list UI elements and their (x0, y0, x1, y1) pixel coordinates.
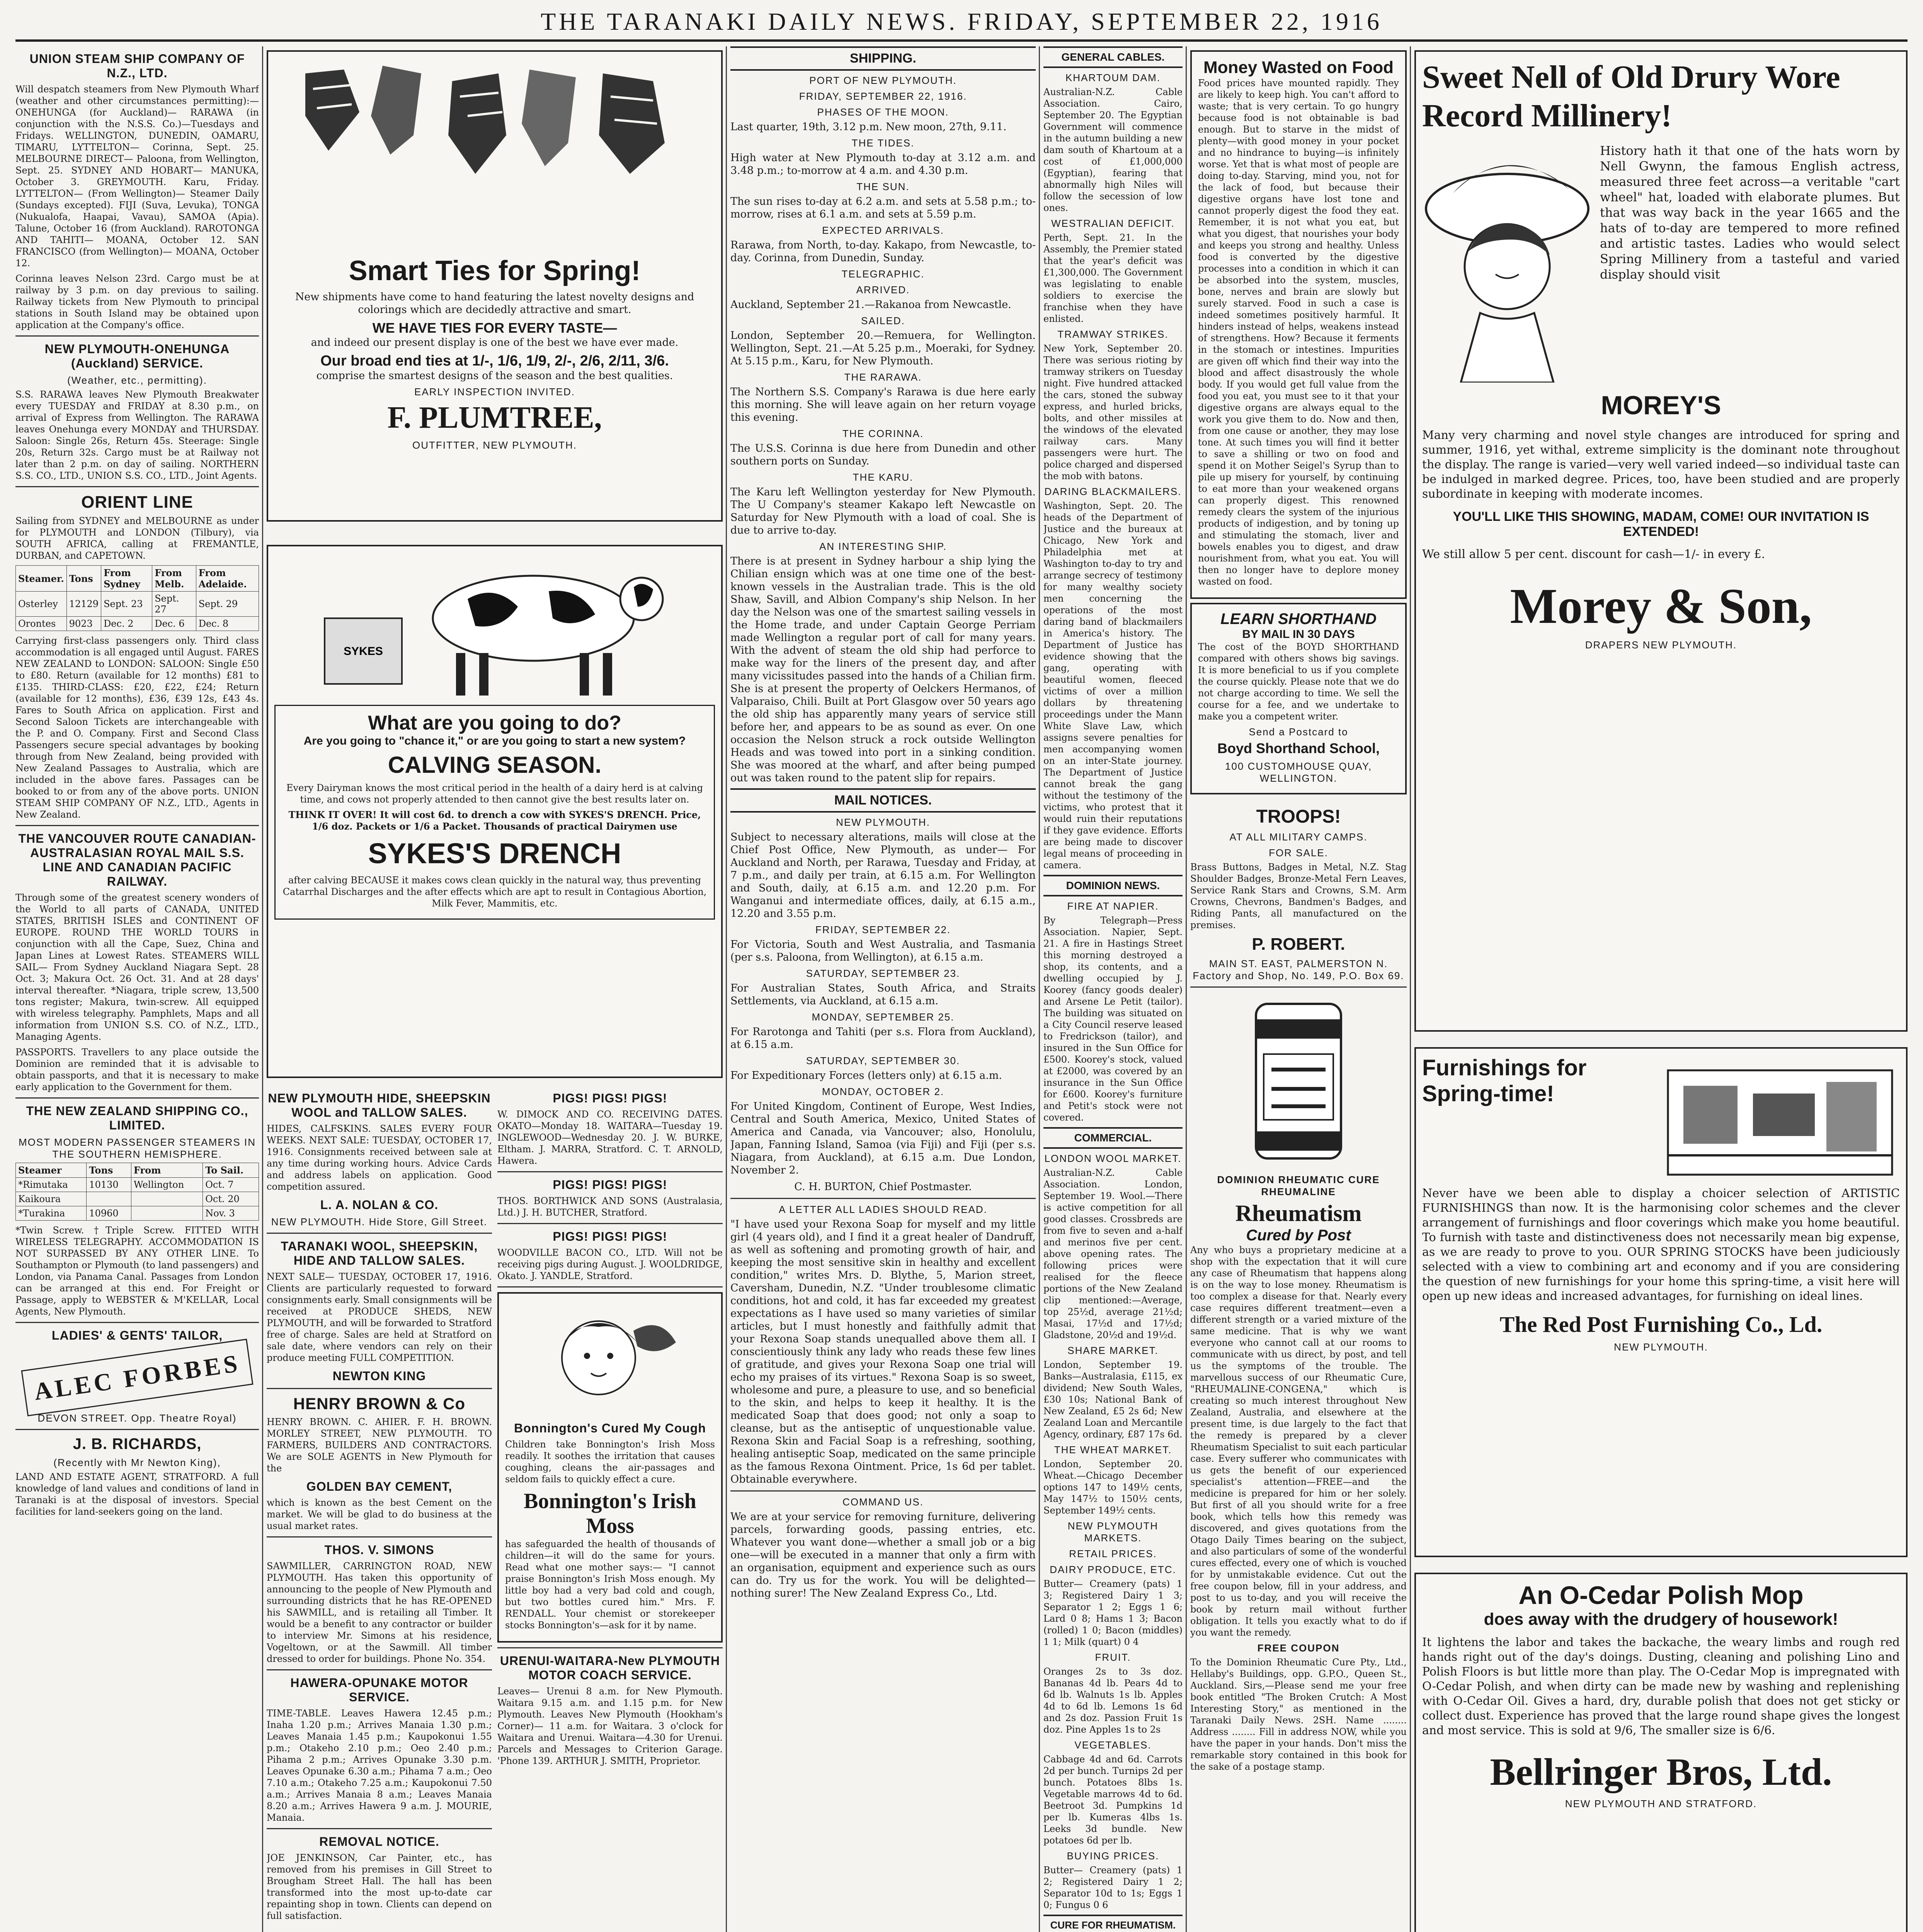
shorthand-school: Boyd Shorthand School, (1217, 740, 1380, 756)
th: From Adelaide. (196, 566, 259, 592)
hide-addr: NEW PLYMOUTH. Hide Store, Gill Street. (271, 1216, 488, 1228)
mail-sign: C. H. BURTON, Chief Postmaster. (794, 1181, 972, 1193)
divider (497, 1647, 723, 1648)
troops-sub: AT ALL MILITARY CAMPS. (1229, 831, 1368, 843)
girl-illustration (521, 1300, 699, 1416)
shorthand-title: LEARN SHORTHAND (1220, 611, 1377, 628)
orient-text: Sailing from SYDNEY and MELBOURNE as under for PLYMOUTH and LONDON (Tilbury), via SOUTH AFRICA, calling at FREMANTLE, DURBAN, and CAPETOWN. (15, 515, 259, 561)
shorthand-text: The cost of the BOYD SHORTHAND compared with others shows big savings. It is more beneficial to us if you complete the course quickly. Please note that we do not charge according to time. We sell the course for a fee, and we undertake to make you a competent writer. (1198, 641, 1399, 722)
ocedar-title: An O-Cedar Polish Mop (1518, 1581, 1804, 1609)
divider (15, 335, 259, 337)
coupon-text: To the Dominion Rheumatic Cure Pty., Ltd., Hellaby's Buildings, opp. G.P.O., Queen St., Auckland. Sirs,—Please send me your free book entitled "The Broken Crutch: A Most Interesting Story," as mentioned in the Taranaki Daily News. 2SH. Name ........ Address ........ Fill in address NOW, while you have the paper in your hands. Don't miss the remarkable story contained in this book for the sake of a postage stamp. (1190, 1657, 1407, 1772)
moon-title: PHASES OF THE MOON. (817, 106, 949, 118)
orient-fares: Carrying first-class passengers only. Third class accommodation is all engaged until August. FARES NEW ZEALAND to LONDON: SALOON: Single £50 to £80. Return (available for 12 months) £81 to £135. THIRD-CLASS: £20, £22, £24; Return (available for 12 months), £36, £39 12s, £43 4s. Fares to South Africa on application. First and Second Saloon Tickets are interchangeable with the P. and O. Company. First and Second Class Passengers secure special advantages by booking through from New Zealand, being provided with New Zealand Passages to Australia, which are included in the above fares. Passages can be booked to or from any of the above ports. UNION STEAM SHIP COMPANY OF N.Z., LTD., Agents in New Zealand. (15, 635, 259, 820)
pigs-title: PIGS! PIGS! PIGS! (553, 1091, 667, 1105)
table-row (16, 617, 259, 631)
cell: Sept. 27 (152, 592, 196, 617)
ties-prices: Our broad end ties at 1/-, 1/6, 1/9, 2/-, 2/6, 2/11, 3/6. (320, 353, 669, 369)
wool-title: TARANAKI WOOL, SHEEPSKIN, HIDE AND TALLOW SALES. (281, 1239, 478, 1267)
ties-title: Smart Ties for Spring! (349, 255, 641, 286)
robert-title: P. ROBERT. (1252, 935, 1345, 954)
command-text: We are at your service for removing furniture, delivering parcels, forwarding goods, passing entries, etc. Whatever you want done—whether a small job or a big one—will be executed in a manner that only a firm with an organisation, equipment and experience such as ours can do. Try us for the work. You will be delighted—nothing surer! The New Zealand Express Co., Ltd. (730, 1511, 1036, 1599)
robert-addr: MAIN ST. EAST, PALMERSTON N. Factory and Shop, No. 149, P.O. Box 69. (1193, 958, 1404, 981)
table-row (16, 592, 259, 617)
divider (15, 825, 259, 826)
moon-text: Last quarter, 19th, 3.12 p.m. New moon, 27th, 9.11. (730, 121, 1007, 133)
wool-market-text: Australian-N.Z. Cable Association. London, September 19. Wool.—There is active competition for all good classes. Crossbreds are from five to seven and a-half and merinos five per cent. above opening rates. The following prices were realised for the fleece portions of the New Zealand clip mentioned:—Average, top 25½d, average 21½d; Masai, 17½d and 17½d; Gladstone, 20½d and 19½d. (1043, 1167, 1183, 1340)
mail-oct-text: For United Kingdom, Continent of Europe, West Indies, Central and South America, Mexico, United States of America and Canada, via Vancouver; also, Honolulu, Japan, Fanning Island, Samoa (via Fiji) and Fiji (per s.s. Niagara, from Auckland), at 6.15 a.m. Due London, November 2. (730, 1100, 1036, 1176)
furnishing-ad (1414, 1047, 1908, 1557)
bellringer-sub: NEW PLYMOUTH AND STRATFORD. (1565, 1798, 1757, 1810)
wheat-title: THE WHEAT MARKET. (1054, 1444, 1172, 1456)
expected-title: EXPECTED ARRIVALS. (822, 224, 944, 236)
sailed-title: SAILED. (861, 315, 905, 327)
black-title: DARING BLACKMAILERS. (1044, 486, 1182, 497)
mail-sat: SATURDAY, SEPTEMBER 23. (806, 968, 960, 979)
lower-ads (267, 1086, 723, 1925)
sailed-text: London, September 20.—Remuera, for Wellington. Wellington, Sept. 21.—At 5.25 p.m., Moeraki, for Sydney. At 5.15 p.m., Karu, for New Plymouth. (730, 330, 1036, 367)
column-rule (1410, 46, 1411, 1932)
onehunga-title: NEW PLYMOUTH-ONEHUNGA (Auckland) SERVICE. (44, 342, 230, 370)
hide-text: HIDES, CALFSKINS. SALES EVERY FOUR WEEKS. NEXT SALE: TUESDAY, OCTOBER 17, 1916. Consignments received between sale at any time during working hours. Advice Cards and address labels on application. Good competition assured. (267, 1123, 492, 1192)
food-text: Food prices have mounted rapidly. They are likely to keep high. You can't afford to waste; that is very certain. To go hungry because food is not obtainable is bad enough. But to starve in the midst of plenty—with good money in your pocket and no hindrance to buying—is infinitely worse. Yet that is what most of people are doing to-day. Starving, mind you, not for the lack of food, but because their digestive organs have lost tone and cannot properly digest the food they eat. Remember, it is not what you eat, but what you digest, that nourishes your body and keeps you strong and healthy. Unless food is converted by the digestive processes into a condition in which it can be absorbed into the system, muscles, bone, nerves and brain are slowly but surely starved. Food in such a case is indeed sometimes positively harmful. It hinders instead of helps, weakens instead of strengthens. How? Because it ferments in the stomach or intestines. Impurities are given off which find their way into the blood and affect disastrously the whole body. If you would get full value from the food you eat, you must see to it that your digestive organs are always equal to the work you give them to do. Now and then, from one cause or another, they may lose tone. At such times you will find it better to save a shilling or two on food and spend it on Mother Seigel's Syrup than to pile up misery for yourself, by continuing to eat more than your weakened organs can properly digest. This renowned remedy clears the system of the injurious products of indigestion, and by toning up and stimulating the stomach, liver and bowels enables you to digest, and draw nourishment from, what you eat. You will then no longer have to deplore money wasted on food. (1198, 78, 1399, 587)
cell (87, 1192, 131, 1206)
command-title: COMMAND US. (842, 1496, 924, 1508)
pigs-title: PIGS! PIGS! PIGS! (553, 1178, 667, 1192)
cell: Sept. 23 (101, 592, 152, 617)
svg-text:SYKES: SYKES (344, 645, 383, 658)
ladies-title: A LETTER ALL LADIES SHOULD READ. (779, 1204, 987, 1215)
divider (730, 1198, 1036, 1199)
sykes-brand: SYKES'S DRENCH (368, 837, 621, 869)
sykes-season: CALVING SEASON. (388, 752, 602, 778)
divider (497, 1286, 723, 1287)
mail-head: MAIL NOTICES. (730, 788, 1036, 813)
cell: Dec. 6 (152, 617, 196, 631)
table-row (16, 1178, 259, 1192)
column-shipping-ads (15, 46, 259, 1932)
buying-title: BUYING PRICES. (1067, 1850, 1159, 1862)
sykes-think: THINK IT OVER! It will cost 6d. to drench a cow with SYKES'S DRENCH. Price, 1/6 doz. Packets or 1/6 a Packet. Thousands of practical Dairymen use (288, 809, 701, 832)
simons-title: THOS. V. SIMONS (324, 1543, 434, 1557)
tailor-addr: DEVON STREET. Opp. Theatre Royal) (37, 1412, 237, 1424)
lady-hat-illustration (1422, 143, 1592, 383)
tides-text: High water at New Plymouth to-day at 3.12 a.m. and 3.48 p.m.; to-morrow at 4 a.m. and 4.30 p.m. (730, 152, 1036, 177)
morey-son: Morey & Son, (1510, 578, 1812, 634)
nell-discount: We still allow 5 per cent. discount for cash—1/- in every £. (1422, 548, 1765, 561)
moreys: MOREY'S (1601, 391, 1721, 420)
share-text: London, September 19. Banks—Australasia, £115, ex dividend; New South Wales, £30 10s; National Bank of New Zealand, £5 2s 6d; New Zealand Loan and Mercantile Agency, ordinary, £87 17s 6d. (1043, 1359, 1183, 1440)
wa-title: WESTRALIAN DEFICIT. (1051, 218, 1175, 229)
food-ad (1190, 50, 1407, 599)
tram-title: TRAMWAY STRIKES. (1057, 328, 1169, 340)
moss-text: Children take Bonnington's Irish Moss readily. It soothes the irritation that causes coughing, cleans the air-passages and seldom fails to quickly effect a cure. (505, 1439, 715, 1485)
coupon-title: FREE COUPON (1257, 1642, 1340, 1654)
karu-title: THE KARU. (853, 471, 914, 483)
column-rule (1186, 46, 1187, 1932)
cell: Dec. 8 (196, 617, 259, 631)
shipping-head: SHIPPING. (730, 46, 1036, 71)
column-shipping-news (730, 46, 1036, 1932)
table-row (16, 1192, 259, 1206)
moss-title: Bonnington's Cured My Cough (514, 1421, 706, 1435)
table-row (16, 1206, 259, 1221)
cell: Oct. 20 (203, 1192, 259, 1206)
richards-sub: (Recently with Mr Newton King), (53, 1457, 221, 1468)
cell: 12129 (66, 592, 101, 617)
nell-like: YOU'LL LIKE THIS SHOWING, MADAM, COME! OUR INVITATION IS EXTENDED! (1453, 509, 1869, 539)
arrived-text: Auckland, September 21.—Rakanoa from Newcastle. (730, 299, 1011, 311)
port-title: PORT OF NEW PLYMOUTH. (809, 75, 957, 86)
cell: Nov. 3 (203, 1206, 259, 1221)
tailor-stamp (21, 1339, 254, 1417)
wa-text: Perth, Sept. 21. In the Assembly, the Premier stated that the year's deficit was £1,300,000. The Government was legislating to enable soldiers to exercise the franchise when they have enlisted. (1043, 232, 1183, 324)
hide-firm: L. A. NOLAN & CO. (320, 1198, 439, 1212)
divider (497, 1223, 723, 1224)
ladies-text: "I have used your Rexona Soap for myself and my little girl (4 years old), and I find it a great healer of Dandruff, as well as softening and promoting growth of hair, and keeping the most sensitive skin in healthy and excellent condition," writes Mrs. D. Blythe, 5, Marion street, Caversham, Dunedin, N.Z. "Under troublesome climatic conditions, hot and cold, it has far exceeded my greatest expectations as I have used so many varieties of similar articles, but I must honestly and faithfully admit that your Rexona Soap stands unequalled above them all. I conscientiously think any lady who reads these few lines of gratitude, and gives your Rexona Soap one trial will echo my praises of its virtues." Rexona Soap is so sweet, wholesome and pure, a pleasure to use, and so beneficial to the skin, and helps to keep it healthy. It is the medicated Soap that does good; not only a soap to cleanse, but as the antiseptic of unquestionable value. Rexona Skin and Facial Soap is a refreshing, soothing, healing antiseptic Soap, medicated on the same principle as the famous Rexona Ointment. Price, 1s 6d per tablet. Obtainable everywhere. (730, 1218, 1036, 1485)
rheum-ad-text: Any who buys a proprietary medicine at a shop with the expectation that it will cure any case of Rheumatism that happens along is on the way to lose money. Rheumatism is too complex a disease for that. Nearly every case requires different treatment—even a different strength or a varied mixture of the same medicine. That is why we want everyone who cannot call at our rooms to communicate with us direct, by post, and tell us the symptoms of the trouble. The marvellous success of our Rheumatic Cure, "RHEUMALINE-CONGENA," which is creating so much interest throughout New Zealand, Australia, and elsewhere at the present time, is due largely to the fact that the remedy is prepared by a clever Rheumatism Specialist to suit each particular case. Every sufferer who communicates with us gets the benefit of our experienced specialist's attention—FREE—and the medicine is prepared for him or her solely. But first of all you should write for a free book, which tells how this remedy was discovered, and gives quotations from the Otago Daily Times bearing on the subject, and also particulars of some of the wonderful cures effected, every one of which is vouched for by unmistakable evidence. Cut out the free coupon below, fill in your address, and post to us to-day, and you will receive the book by return mail without further obligation. It tells you exactly what to do if you want the remedy. (1190, 1245, 1407, 1638)
expected-text: Rarawa, from North, to-day. Kakapo, from Newcastle, to-day. Corinna, from Dunedin, Sunday. (730, 239, 1036, 264)
column-ads-middle (1190, 46, 1407, 1932)
cell: 10960 (87, 1206, 131, 1221)
rarawa-title: THE RARAWA. (844, 371, 922, 383)
tailor-title: LADIES' & GENTS' TAILOR, (51, 1328, 223, 1342)
orient-table (15, 565, 259, 631)
right-subcolumn (497, 1086, 723, 1925)
dairy-text: Butter— Creamery (pats) 1 3; Registered Dairy 1 3; Separator 1 2; Eggs 1 6; Lard 0 8; Hams 1 3; Bacon (rolled) 1 0; Bacon (middles) 1 1; Milk (quart) 0 4 (1043, 1578, 1183, 1647)
cell: *Turakina (16, 1206, 87, 1221)
henry-cement: GOLDEN BAY CEMENT, (306, 1480, 453, 1493)
sykes-q2: Are you going to "chance it," or are you going to start a new system? (303, 735, 686, 747)
mail-sat30: SATURDAY, SEPTEMBER 30. (806, 1055, 960, 1066)
cell: Orontes (16, 617, 67, 631)
column-rule (1039, 46, 1040, 1932)
passports-text: PASSPORTS. Travellers to any place outside the Dominion are reminded that it is advisable to obtain passports, and that it is necessary to make early application to the Government for them. (15, 1047, 259, 1092)
retail-title: RETAIL PRICES. (1069, 1548, 1157, 1560)
hawera-title: HAWERA-OPUNAKE MOTOR SERVICE. (290, 1676, 468, 1704)
mail-text: Subject to necessary alterations, mails will close at the Chief Post Office, New Plymouth, as under— For Auckland and North, per Rarawa, Tuesday and Friday, at 7 p.m., and daily per train, at 6.15 a.m. For Wellington and South, daily, at 6.15 a.m. and 12.20 p.m. For Wanganui and intermediate offices, daily, at 6.15 a.m., 12.20 and 3.55 p.m. (730, 831, 1036, 920)
column-advertisements (267, 46, 723, 1932)
ties-invite: EARLY INSPECTION INVITED. (414, 386, 575, 398)
column-rule (726, 46, 727, 1932)
fruit-title: FRUIT. (1095, 1651, 1131, 1663)
canadian-text: Through some of the greatest scenery wonders of the World to all parts of CANADA, UNITED STATES, BRITISH ISLES and CONTINENT OF EUROPE. ROUND THE WORLD TOURS in conjunction with all the Cape, Suez, China and Japan Lines at Lowest Rates. STEAMERS WILL SAIL— From Sydney Auckland Niagara Sept. 28 Oct. 3; Makura Oct. 26 Oct. 31. And at 28 days' interval thereafter. *Niagara, triple screw, 13,500 tons register; Makura, twin-screw. All equipped with wireless telegraphy. Pamphlets, Maps and all information from UNION S.S. CO. of N.Z., LTD., Managing Agents. (15, 892, 259, 1042)
th: Steamer (16, 1163, 87, 1178)
morey-ad (1414, 50, 1908, 1032)
cell: Sept. 29 (196, 592, 259, 617)
troops-text: Brass Buttons, Badges in Metal, N.Z. Stag Shoulder Badges, Bronze-Metal Fern Leaves, Service Rank Stars and Crowns, S.M. Arm Crowns, Chevrons, Bandmen's Badges, and Riding Pants, all manufactured on the premises. (1190, 862, 1407, 930)
plumtree-sub: OUTFITTER, NEW PLYMOUTH. (412, 439, 577, 451)
cell: 9023 (66, 617, 101, 631)
furn-left (1422, 1055, 1652, 1186)
divider (267, 1828, 492, 1829)
divider (15, 486, 259, 487)
ties-ad (267, 50, 723, 522)
onehunga-text: S.S. RARAWA leaves New Plymouth Breakwater every TUESDAY and FRIDAY at 8.30 p.m., on arrival of Express from Wellington. The RARAWA leaves Onehunga every MONDAY and THURSDAY. Saloon: Single 26s, Return 45s. Steerage: Single 20s, Return 32s. Cargo must be at Railway not later than 2 p.m. on day of sailing. NORTHERN S.S. CO., LTD., UNION S.S. CO., LTD., Joint Agents. (15, 389, 259, 481)
hawera-text: TIME-TABLE. Leaves Hawera 12.45 p.m.; Inaha 1.20 p.m.; Arrives Manaia 1.30 p.m.; Leaves Manaia 1.45 p.m.; Kaupokonui 1.55 p.m.; Otakeho 2.10 p.m.; Oeo 2.40 p.m.; Pihama 2 p.m.; Arrives Opunake 3.30 p.m. Leaves Opunake 6.30 a.m.; Pihama 7 a.m.; Oeo 7.10 a.m.; Otakeho 7.25 a.m.; Kaupokonui 7.50 a.m.; Arrives Manaia 8 a.m.; Leaves Manaia 8.20 a.m.; Arrives Hawera 9 a.m. J. MOURIE, Manaia. (267, 1708, 492, 1823)
ties-text3: comprise the smartest designs of the season and the best qualities. (316, 370, 673, 382)
mail-sat-text: For Australian States, South Africa, and Straits Settlements, via Auckland, at 6.15 a.m. (730, 982, 1036, 1007)
shorthand-post: Send a Postcard to (1249, 726, 1348, 738)
sun-title: THE SUN. (856, 181, 910, 192)
food-title: Money Wasted on Food (1203, 58, 1394, 77)
cell: *Rimutaka (16, 1178, 87, 1192)
richards-title: J. B. RICHARDS, (73, 1435, 202, 1452)
buying-text: Butter— Creamery (pats) 1 2; Registered Dairy 1 2; Separator 10d to 1s; Eggs 1 0; Fungus 0 6 (1043, 1865, 1183, 1910)
furn-text: Never have we been able to display a choicer selection of ARTISTIC FURNISHINGS than now. It is the harmonising color schemes and the clever arrangement of furnishings and floor coverings which make you home beautiful. To furnish with taste and distinctiveness does not necessarily mean big expense, as we are ready to prove to you. OUR SPRING STOCKS have been judiciously selected with a view to combining art and economy and if you are considering the question of new furnishings for your home this spring-time, a visit here will open up new ideas and increased advantages, for furnishing on ideal lines. (1422, 1187, 1900, 1303)
ocedar-text: It lightens the labor and takes the backache, the weary limbs and rough red hands right out of the day's doings. Dusting, cleaning and polishing Lino and Polish Floors is but little more than play. The O-Cedar Mop is impregnated with O-Cedar Polish, and when dirty can be made new by washing and replenishing with O-Cedar Oil. Gives a hard, dry, durable polish that does not get sticky or collect dust. Experience has proved that the large round shape gives the longest and most service. This is sold at 9/6, The smaller size is 6/6. (1422, 1636, 1900, 1737)
cell: Osterley (16, 592, 67, 617)
sun-text: The sun rises to-day at 6.2 a.m. and sets at 5.58 p.m.; to-morrow, rises at 6.1 a.m. and sets at 5.59 p.m. (730, 196, 1036, 220)
troops-title: TROOPS! (1256, 806, 1341, 827)
cell (131, 1206, 203, 1221)
ship-title: AN INTERESTING SHIP. (819, 541, 947, 552)
rheumaline-bottle-illustration (1241, 992, 1356, 1170)
th: Tons (66, 566, 101, 592)
th: Steamer. (16, 566, 67, 592)
union-title: UNION STEAM SHIP COMPANY OF N.Z., LTD. (29, 52, 245, 80)
th: From (131, 1163, 203, 1178)
corinna-title: THE CORINNA. (842, 428, 924, 439)
pigs-title: PIGS! PIGS! PIGS! (553, 1230, 667, 1243)
fire-title: FIRE AT NAPIER. (1067, 900, 1159, 912)
mail-mon-text: For Rarotonga and Tahiti (per s.s. Flora from Auckland), at 6.15 a.m. (730, 1026, 1036, 1051)
furn-title: Furnishings for Spring-time! (1422, 1055, 1587, 1106)
wheat-text: London, September 20. Wheat.—Chicago December options 147 to 149½ cents, May 147½ to 150½ cents, September 149½ cents. (1043, 1459, 1183, 1516)
ocedar-sub: does away with the drudgery of housework! (1484, 1610, 1838, 1629)
ocedar-ad (1414, 1573, 1908, 1932)
furn-loc: NEW PLYMOUTH. (1614, 1341, 1708, 1353)
nzship-text: *Twin Screw. †Triple Screw. FITTED WITH WIRELESS TELEGRAPHY. ACCOMMODATION IS NOT SURPASSED BY ANY OTHER LINE. To Southampton or Plymouth (to land passengers) and London, via Panama Canal. Passages from London can be arranged at this end. For Freight or Passage, apply to WEBSTER & M'KELLAR, Local Agents, New Plymouth. (15, 1225, 259, 1317)
wool-market-title: LONDON WOOL MARKET. (1044, 1153, 1182, 1164)
rheum-sub: Cured by Post (1246, 1227, 1351, 1244)
cow-illustration (301, 553, 688, 699)
wool-text: NEXT SALE— TUESDAY, OCTOBER 17, 1916. Clients are particularly requested to forward consignments early. Small consignments will be received at PRODUCE SHEDS, NEW PLYMOUTH, and will be forwarded to Stratford free of charge. Sales are held at Stratford on sale date, where vendors can rely on their produce meeting FULL COMPETITION. (267, 1271, 492, 1363)
fire-text: By Telegraph—Press Association. Napier, Sept. 21. A fire in Hastings Street this morning destroyed a shop, its contents, and a dwelling occupied by J. Koorey (fancy goods dealer) and Arsene Le Petit (tailor). The building was situated on a City Council reserve leased to Fredrickson (tailor), and insured in the Sun Office for £500. Koorey's stock, valued at £2000, was covered by an insurance in the Sun Office for £600. Koorey's furniture and Petit's stock were not covered. (1043, 915, 1183, 1123)
cell: 10130 (87, 1178, 131, 1192)
mail-sat30-text: For Expeditionary Forces (letters only) at 6.15 a.m. (730, 1070, 1002, 1082)
divider (267, 1233, 492, 1234)
masthead (15, 4, 1908, 42)
cell (131, 1192, 203, 1206)
nell-text2: Many very charming and novel style changes are introduced for spring and summer, 1916, yet withal, extreme simplicity is the dominant note throughout the display. The range is varied—very well varied indeed—so individual taste can be indulged in marked degree. Prices, too, have been studied and are properly subordinate in keeping with moderate incomes. (1422, 429, 1900, 501)
rheum-head: Rheumatism (1235, 1201, 1362, 1226)
divider (267, 1536, 492, 1537)
divider (15, 1322, 259, 1323)
bellringer: Bellringer Bros, Ltd. (1490, 1750, 1832, 1793)
mail-fri-text: For Victoria, South and West Australia, and Tasmania (per s.s. Paloona, from Wellington), at 6.15 a.m. (730, 939, 1036, 963)
tele-title: TELEGRAPHIC. (841, 268, 925, 280)
union-text: Will despatch steamers from New Plymouth Wharf (weather and other circumstances permitting):— ONEHUNGA (for Auckland)— RARAWA (in conjunction with the N.S.S. Co.)—Tuesdays and Fridays. WELLINGTON, DUNEDIN, OAMARU, TIMARU, LYTTELTON— Corinna, Sept. 25. MELBOURNE DIRECT— Paloona, from Wellington, Sept. 25. SYDNEY AND HOBART— MANUKA, October 3. GREYMOUTH. Karu, Friday. LYTTELTON— (From Wellington)— Steamer Daily (Sundays excepted). FIJI (Suva, Levuka), TONGA (Nukualofa, Haapai, Vavau), SAMOA (Apia). Talune, October 16 (from Auckland). RAROTONGA AND TAHITI— MOANA, October 12. SAN FRANCISCO (from Wellington)— MOANA, October 12. (15, 84, 259, 269)
onehunga-sub: (Weather, etc., permitting). (67, 374, 207, 386)
column-cables (1043, 46, 1183, 1932)
sykes-text: Every Dairyman knows the most critical period in the health of a dairy herd is at calving time, and cows not properly attended to then cannot give the best results later on. (286, 782, 703, 805)
ties-text: New shipments have come to hand featuring the latest novelty designs and colorings which are decidedly attractive and smart. (295, 291, 694, 316)
column-drapery-ads (1414, 46, 1908, 1932)
orient-title: ORIENT LINE (81, 493, 193, 512)
moss-brand: Bonnington's Irish Moss (524, 1489, 696, 1538)
rarawa-text: The Northern S.S. Company's Rarawa is due here early this morning. She will leave again on her return voyage this evening. (730, 386, 1036, 423)
veg-title: VEGETABLES. (1074, 1739, 1152, 1751)
cell: Wellington (131, 1178, 203, 1192)
dairy-title: DAIRY PRODUCE, ETC. (1050, 1564, 1176, 1575)
urenui-text: Leaves— Urenui 8 a.m. for New Plymouth. Waitara 9.15 a.m. and 1.15 p.m. for New Plymouth. Leaves New Plymouth (Hookham's Corner)— 11 a.m. for Waitara. 3 o'clock for Waitara and Urenui. Waitara—4.30 for Urenui. Parcels and Messages to Criterion Garage. 'Phone 139. ARTHUR J. SMITH, Proprietor. (497, 1686, 723, 1766)
urenui-title: URENUI-WAITARA-New PLYMOUTH MOTOR COACH SERVICE. (500, 1654, 720, 1682)
divider (15, 1097, 259, 1099)
dimock-text: W. DIMOCK AND CO. RECEIVING DATES. OKATO—Monday 18. WAITARA—Tuesday 19. INGLEWOOD—Wednesday 20. J. W. BURKE, Eltham. J. MARRA, Stratford. C. T. ARNOLD, Hawera. (497, 1109, 723, 1166)
nell-text: History hath it that one of the hats worn by Nell Gwynn, the famous English actress, measured three feet across—a veritable "cart wheel" hat, loaded with elaborate plumes. But that was way back in the year 1665 and the hats of to-day are tempered to more refined and artistic tastes. Ladies who would select Spring Millinery from a tasteful and varied display should visit (1600, 143, 1900, 282)
column-rule (262, 46, 263, 1932)
mail-mon: MONDAY, SEPTEMBER 25. (812, 1011, 955, 1023)
sykes-question: What are you going to do? (368, 712, 621, 734)
veg-text: Cabbage 4d and 6d. Carrots 2d per bunch. Turnips 2d per bunch. Potatoes 8lbs 1s. Vegetable marrows 4d to 6d. Beetroot 3d. Pumpkins 1d per lb. Kumeras 4lbs 1s. Leeks 3d bundle. New potatoes 6d per lb. (1043, 1754, 1183, 1846)
general-head: GENERAL CABLES. (1043, 46, 1183, 68)
morey-sub: DRAPERS NEW PLYMOUTH. (1585, 639, 1737, 651)
divider (497, 1171, 723, 1172)
divider (1190, 986, 1407, 988)
th: Tons (87, 1163, 131, 1178)
rheum-title: CURE FOR RHEUMATISM. (1043, 1915, 1183, 1932)
port-date: FRIDAY, SEPTEMBER 22, 1916. (799, 90, 967, 102)
karu-text: The Karu left Wellington yesterday for New Plymouth. The U Company's steamer Kakapo left Newcastle on Saturday for New Plymouth with a load of coal. She is due to arrive to-day. (730, 486, 1036, 536)
khartoum-text: Australian-N.Z. Cable Association. Cairo, September 20. The Egyptian Government will commence in the autumn building a new dam south of Khartoum at a cost of £1,000,000 (Egyptian), fearing that abnormally high Niles will follow the secession of low ones. (1043, 87, 1183, 213)
nzship-sub: MOST MODERN PASSENGER STEAMERS IN THE SOUTHERN HEMISPHERE. (18, 1136, 256, 1160)
ship-text: There is at present in Sydney harbour a ship lying the Chilian ensign which was at one time one of the best-known vessels in the Australian trade. This is the old Shaw, Savill, and Albion Company's ship Nelson. In her day the Nelson was one of the smartest sailing vessels in the Home trade, and under Captain George Perriam made Wellington a regular port of call for many years. With the advent of steam the old ship had perforce to make way for the liners of the present day, and after many vicissitudes passed into the hands of a Chilian firm. She is at present the property of Oelckers Hermanos, of Valparaiso, Chili. Built at Port Glasgow over 50 years ago the old ship has apparently many years of service still before her, and appears to be as sound as ever. On one occasion the Nelson struck a rock outside Wellington Heads and was towed into port in a sinking condition. She was moored at the wharf, and after being pumped out was taken round to the patent slip for repairs. (730, 555, 1036, 784)
shorthand-addr: 100 CUSTOMHOUSE QUAY, WELLINGTON. (1225, 760, 1372, 784)
cell: Dec. 2 (101, 617, 152, 631)
sykes-inner (274, 705, 715, 920)
left-subcolumn (267, 1086, 492, 1925)
nell-title: Sweet Nell of Old Drury Wore Record Millinery! (1422, 59, 1840, 134)
divider (15, 1429, 259, 1430)
divider (267, 1388, 492, 1389)
union-note: Corinna leaves Nelson 23rd. Cargo must be at railway by 3 p.m. on day previous to sailing. Railway tickets from New Plymouth to principal stations in South Island may be obtained upon application at the Company's office. (15, 273, 259, 330)
black-text: Washington, Sept. 20. The heads of the Department of Justice and the bureaux at Chicago, New York and Philadelphia met at Washington to-day to try and arrange secrecy of testimony for many wealthy society men concerning the operations of the most daring band of blackmailers in America's history. The Department of Justice has evidence showing that the gang, operating with beautiful women, fleeced victims of over a million dollars by threatening proceedings under the Mann White Slave Law, which assigns severe penalties for men accompanying women on an inter-State journey. The Department of Justice cannot break the gang without the testimony of the victims, who protest that it would ruin their reputations if they gave evidence. Efforts are being made to discover legal means of proceeding in camera. (1043, 500, 1183, 871)
richards-text: LAND AND ESTATE AGENT, STRATFORD. A full knowledge of land values and conditions of land in Taranaki is at the disposal of investors. Special facilities for land-seekers going on the land. (15, 1471, 259, 1517)
moss-ad (497, 1292, 723, 1643)
furn-firm: The Red Post Furnishing Co., Ld. (1499, 1312, 1823, 1337)
mail-fri: FRIDAY, SEPTEMBER 22. (815, 924, 951, 935)
plumtree-name: F. PLUMTREE, (387, 401, 602, 435)
divider (730, 1490, 1036, 1492)
sykes-foot: after calving BECAUSE it makes cows clean quickly in the natural way, thus preventing Catarrhal Discharges and the after effects which are apt to result in Contagious Abortion, Milk Fever, Mammitis, etc. (282, 875, 707, 909)
nell-body (1422, 143, 1900, 383)
khartoum-title: KHARTOUM DAM. (1065, 72, 1161, 83)
ties-text2: and indeed our present display is one of the best we have ever made. (311, 337, 679, 349)
ties-sub: WE HAVE TIES FOR EVERY TASTE— (372, 320, 617, 336)
th: From Sydney (101, 566, 152, 592)
masthead-title: THE TARANAKI DAILY NEWS. FRIDAY, SEPTEMBER 22, 1916 (541, 8, 1382, 35)
mail-title: NEW PLYMOUTH. (836, 816, 930, 828)
commercial-head: COMMERCIAL. (1043, 1127, 1183, 1149)
share-title: SHARE MARKET. (1067, 1345, 1159, 1356)
corinna-text: The U.S.S. Corinna is due here from Dunedin and other southern ports on Sunday. (730, 442, 1036, 467)
th: From Melb. (152, 566, 196, 592)
furn-top (1422, 1055, 1900, 1186)
markets-title: NEW PLYMOUTH MARKETS. (1067, 1520, 1159, 1544)
removal-text: JOE JENKINSON, Car Painter, etc., has removed from his premises in Gill Street to Brougham Street Hall. The hall has been transformed into the most up-to-date car repainting shop in town. Clients can depend on full satisfaction. (267, 1852, 492, 1921)
sykes-ad (267, 545, 723, 1078)
removal-title: REMOVAL NOTICE. (319, 1835, 439, 1849)
fruit-text: Oranges 2s to 3s doz. Bananas 4d lb. Pears 4d to 6d lb. Walnuts 1s lb. Apples 4d to 6d lb. Lemons 1s 6d and 2s doz. Passion Fruit 1s doz. Pine Apples 1s to 2s (1043, 1666, 1183, 1735)
arrived-title: ARRIVED. (856, 284, 910, 296)
th: To Sail. (203, 1163, 259, 1178)
cell: Kaikoura (16, 1192, 87, 1206)
cell: Oct. 7 (203, 1178, 259, 1192)
troops-sale: FOR SALE. (1269, 847, 1328, 859)
shorthand-days: BY MAIL IN 30 DAYS (1242, 628, 1355, 641)
ties-illustration (282, 58, 707, 251)
henry-text2: which is known as the best Cement on the market. We will be glad to do business at the usual market rates. (267, 1497, 492, 1531)
furniture-illustration (1660, 1055, 1900, 1186)
borthwick-text: THOS. BORTHWICK AND SONS (Australasia, Ltd.) J. H. BUTCHER, Stratford. (497, 1196, 723, 1218)
henry-text: HENRY BROWN. C. AHIER. F. H. BROWN. MORLEY STREET, NEW PLYMOUTH. TO FARMERS, BUILDERS AND CONTRACTORS. We are SOLE AGENTS in New Plymouth for the (267, 1417, 492, 1474)
nzship-title: THE NEW ZEALAND SHIPPING CO., LIMITED. (26, 1104, 248, 1132)
tides-title: THE TIDES. (851, 137, 915, 149)
divider (267, 1669, 492, 1670)
canadian-title: THE VANCOUVER ROUTE CANADIAN-AUSTRALASIAN ROYAL MAIL S.S. LINE AND CANADIAN PACIFIC RAILWAY. (18, 832, 256, 888)
mail-oct: MONDAY, OCTOBER 2. (822, 1086, 944, 1097)
rheum-brand: DOMINION RHEUMATIC CURE RHEUMALINE (1217, 1174, 1380, 1197)
hide-title: NEW PLYMOUTH HIDE, SHEEPSKIN WOOL and TALLOW SALES. (268, 1091, 491, 1119)
tailor-name: ALEC FORBES (32, 1349, 242, 1406)
woodville-text: WOODVILLE BACON CO., LTD. Will not be receiving pigs during August. J. WOOLDRIDGE, Okato. J. YANDLE, Stratford. (497, 1247, 723, 1281)
dominion-head: DOMINION NEWS. (1043, 875, 1183, 896)
simons-text: SAWMILLER, CARRINGTON ROAD, NEW PLYMOUTH. Has taken this opportunity of announcing to the people of New Plymouth and surrounding districts that he has RE-OPENED his SAWMILL, and is retailing all Timber. It would be a benefit to any contractor or builder to interview Mr. Simons at his residence, Vogeltown, or at the Sawmill. All timber dressed to order for buildings. Phone No. 354. (267, 1561, 492, 1664)
henry-title: HENRY BROWN & Co (293, 1395, 466, 1413)
moss-text2: has safeguarded the health of thousands of children—it will do the same for yours. Read what one mother says:— "I cannot praise Bonnington's Irish Moss enough. My little boy had a very bad cold and cough, but two bottles cured him." Mrs. F. RENDALL. Your chemist or storekeeper stocks Bonnington's—ask for it by name. (505, 1539, 715, 1631)
tram-text: New York, September 20. There was serious rioting by tramway strikers on Tuesday night. Five hundred attacked the cars, stoned the subway express, and hurled bricks, bolts, and other missiles at the windows of the elevated railway cars. Many passengers were hurt. The police charged and dispersed the mob with batons. (1043, 343, 1183, 481)
wool-firm: NEWTON KING (332, 1369, 426, 1383)
shorthand-ad (1190, 603, 1407, 794)
nzship-table (15, 1163, 259, 1221)
